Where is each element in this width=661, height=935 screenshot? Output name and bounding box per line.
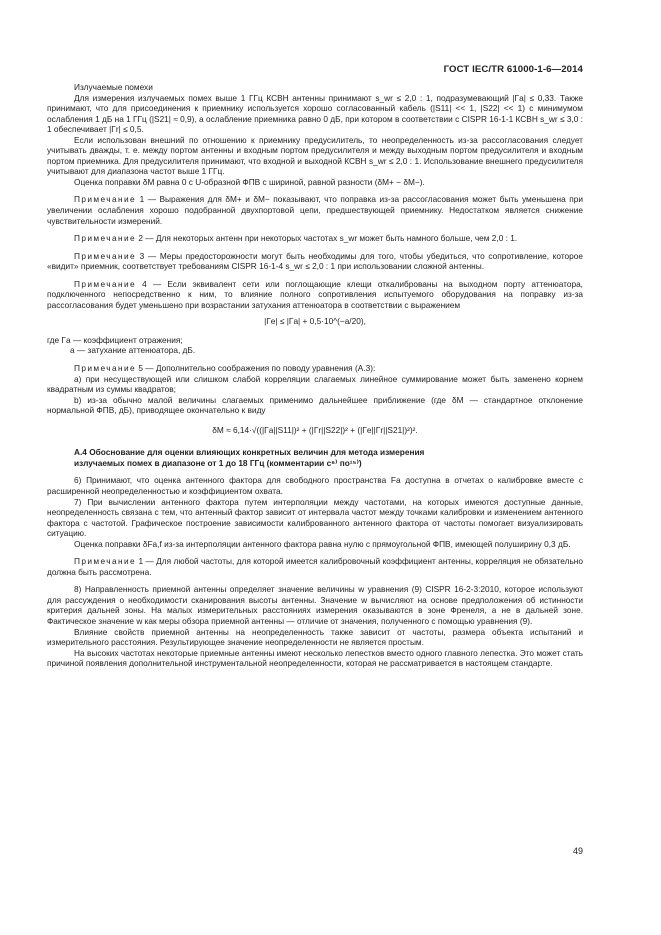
note-label: Примечание [74,556,137,567]
paragraph: На высоких частотах некоторые приемные антенны имеют несколько лепестков вместо одного главного лепестка. Это может стать причиной появления дополнительной инструментальной неопределенности, которая не рассматривается в настоящем стандарте. [47,647,583,669]
where-clause: a — затухание аттенюатора, дБ. [70,345,196,356]
where-clause: где Γa — коэффициент отражения; [47,334,183,345]
note [47,233,583,244]
page-content [47,82,583,669]
note-text: 2 — Для некоторых антенн при некоторых частотах s_wr может быть намного больше, чем 2,0 : 1. [138,233,518,244]
paragraph-title: Излучаемые помехи [74,82,153,92]
paragraph: Влияние свойств приемной антенны на неопределенность также зависит от частоты, размера объекта испытаний и измерительного расстояния. Результирующее значение неопределенности не является простым. [47,626,583,648]
note-text: 1 — Для любой частоты, для которой имеется калибровочный коэффициент антенны, корреляция не обязательно должна быть рассмотрена. [47,556,583,577]
page-number: 49 [572,846,583,856]
note [47,363,583,374]
list-item: а) при несуществующей или слишком слабой корреляции слагаемых линейное суммирование может быть заменено корнем квадратным из суммы квадратов; [47,373,583,395]
note-label: Примечание [74,250,137,261]
paragraph: Оценка поправки δM равна 0 с U-образной ФПВ с шириной, равной разности (δM+ − δM−). [74,176,425,187]
formula: |Γe| ≤ |Γa| + 0,5·10^(−a/20), [264,316,366,327]
note-label: Примечание [74,278,137,289]
note [47,279,583,311]
paragraph: Для измерения излучаемых помех выше 1 ГГц КСВН антенны принимают s_wr ≤ 2,0 : 1, подразумевающий |Γa| ≤ 0,33. Также принимают, что для присоединения к приемнику используется хорошо согласованный кабель (|S11| << 1, |S22| << 1) с минимумом ослабления 1 дБ на 1 ГГц (|S21| ≈ 0,9), а ослабление приемника равно 0 дБ, при котором в соответствии с CISPR 16-1-1 КСВН s_wr ≤ 3,0 : 1 обеспечивает |Γr| ≤ 0,5. [47,92,583,135]
note-text: 4 — Если эквивалент сети или поглощающие клещи откалиброваны на выходном порту аттенюатора, подключенного непосредственно к ним, то влияние полного сопротивления испытуемого оборудования на поправку из-за рассогласования будет уменьшено при возрастании затухания аттенюатора в соответствии с выражением [47,278,583,310]
paragraph: Если использован внешний по отношению к приемнику предусилитель, то неопределенность из-за рассогласования следует учитывать дважды, т. е. между портом антенны и входным портом предусилителя и между выходным портом предусилителя и входным портом приемника. Для предусилителя принимают, что входной и выходной КСВН s_wr ≤ 2,0 : 1. Использование внешнего предусилителя учитывают для диапазона частот выше 1 ГГц. [47,134,583,177]
section-heading: излучаемых помех в диапазоне от 1 до 18 ГГц (комментарии с⁶⁾ по¹⁵⁾) [74,457,362,468]
note-label: Примечание [74,194,137,205]
formula: δM ≈ 6,14·√((|Γa||S11|)² + (|Γr||S22|)² + (|Γe||Γr||S21|)²)². [212,424,418,435]
document-id: ГОСТ IEC/TR 61000-1-6—2014 [443,64,583,75]
note [47,556,583,577]
note-label: Примечание [74,233,137,244]
list-item: b) из-за обычно малой величины слагаемых применимо дальнейшее приближение (где δM — стандартное отклонение нормальной ФПВ, дБ), приводящее окончательно к виду [47,394,583,416]
paragraph: Оценка поправки δFa,f из-за интерполяции антенного фактора равна нулю с прямоугольной ФПВ, имеющей полуширину 0,3 дБ. [74,538,571,549]
paragraph: 8) Направленность приемной антенны определяет значение величины w уравнения (9) CISPR 16-2-3:2010, которое используют для рассуждения о необходимости сканирования высоты антенны. Значение w вычисляют на основе предположения об истинности критерия дальней зоны. На малых измерительных расстояниях измерения оказываются в зоне Френеля, а не в дальней зоне. Фактическое значение w как меры обзора приемной антенны — отличие от значения, полученного с помощью уравнения (9). [47,584,583,626]
note-text: 1 — Выражения для δM+ и δM− показывают, что поправка из-за рассогласования может быть уменьшена при увеличении ослабления хорошо подобранной двухпортовой цепи, предшествующей приемнику. Недостатком является снижение чувствительности измерений. [47,194,584,226]
note [47,194,583,226]
paragraph: 7) При вычислении антенного фактора путем интерполяции между частотами, на которых имеются доступные данные, неопределенность связана с тем, что антенный фактор зависит от интервала частот между точками калибровки и изменением антенного фактора с частотой. Графическое построение зависимости калиброванного антенного фактора от частоты помогает визуализировать ситуацию. [47,496,583,539]
paragraph: 6) Принимают, что оценка антенного фактора для свободного пространства Fa доступна в отчетах о калибровке вместе с расширенной неопределенностью и коэффициентом охвата. [47,475,583,496]
note-text: 5 — Дополнительно соображения по поводу уравнения (А.3): [138,363,376,374]
note [47,251,583,272]
note-label: Примечание [74,363,137,374]
note-text: 3 — Меры предосторожности могут быть необходимы для того, чтобы убедиться, что сопротивление, которое «видит» приемник, соответствует требованиям CISPR 16-1-4 s_wr ≤ 2,0 : 1 при использовании сложной антенны. [47,250,584,272]
section-heading: А.4 Обоснование для оценки влияющих конкретных величин для метода измерения [74,447,425,458]
